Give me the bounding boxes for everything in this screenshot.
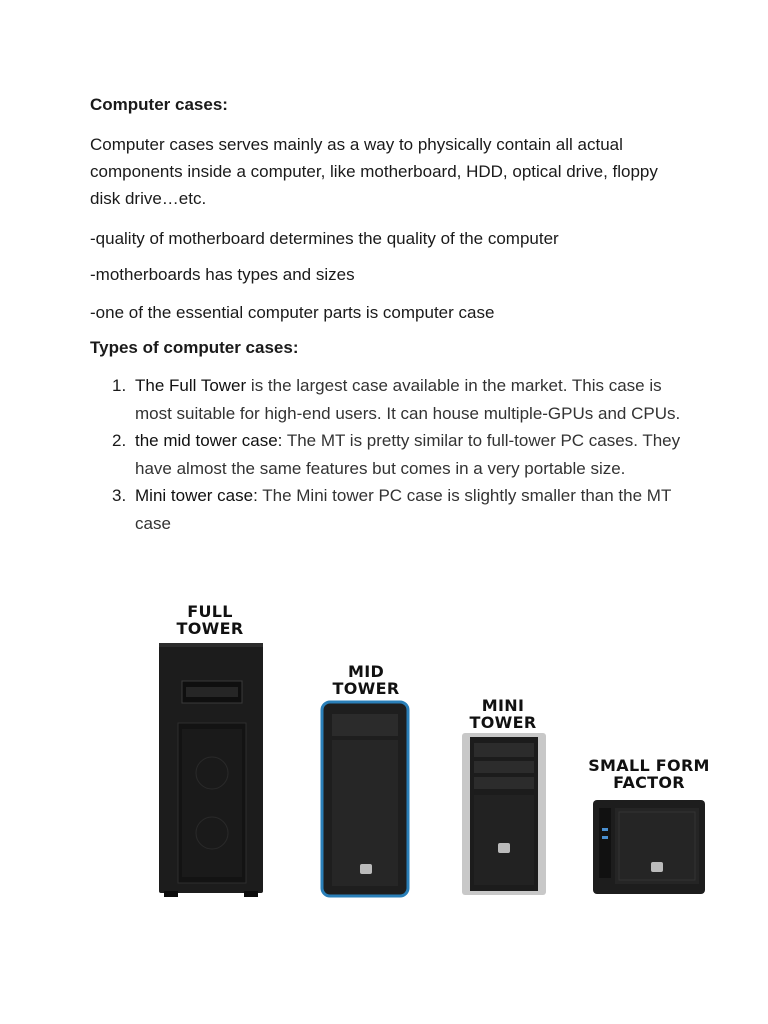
full-tower-label (160, 603, 260, 637)
intro-paragraph: Computer cases serves mainly as a way to physically contain all actual components inside a computer, like motherboard, HDD, optical drive, floppy disk drive…etc. (90, 135, 658, 208)
label-line: MINI (481, 696, 525, 715)
note-line: -quality of motherboard determines the quality of the computer (90, 229, 559, 248)
list-number: 1. (112, 376, 127, 395)
label-line: SMALL FORM (588, 756, 710, 775)
types-list (90, 372, 690, 537)
label-line: FACTOR (613, 773, 685, 792)
list-text: The MT is pretty similar to full-tower PC cases. They have almost the same features but comes in a very portable size. (135, 431, 681, 478)
list-item (90, 482, 690, 537)
full-tower-image (158, 643, 264, 898)
label-line: MID (347, 662, 385, 681)
mini-tower-label (453, 697, 553, 731)
small-form-factor-label (580, 757, 718, 791)
list-text: is the largest case available in the market. This case is most suitable for high-end users. It can house multiple-GPUs and CPUs. (135, 376, 681, 423)
label-line: TOWER (176, 619, 244, 638)
note-line: -motherboards has types and sizes (90, 265, 355, 284)
list-item (90, 427, 690, 482)
list-number: 2. (112, 431, 127, 450)
label-line: TOWER (332, 679, 400, 698)
section-heading: Computer cases: (90, 95, 228, 114)
types-heading: Types of computer cases: (90, 338, 299, 357)
small-form-factor-image (591, 798, 707, 898)
mini-tower-image (462, 733, 546, 898)
list-term: Mini tower case: (135, 486, 258, 505)
list-text: The Mini tower PC case is slightly smaller than the MT case (135, 486, 672, 533)
note-line: -one of the essential computer parts is computer case (90, 303, 495, 322)
label-line: TOWER (469, 713, 537, 732)
list-term: the mid tower case: (135, 431, 283, 450)
mid-tower-label (316, 663, 416, 697)
list-number: 3. (112, 486, 127, 505)
case-size-figure (150, 600, 720, 910)
mid-tower-image (320, 700, 412, 900)
list-item (90, 372, 690, 427)
list-term: The Full Tower (135, 376, 247, 395)
label-line: FULL (187, 602, 233, 621)
